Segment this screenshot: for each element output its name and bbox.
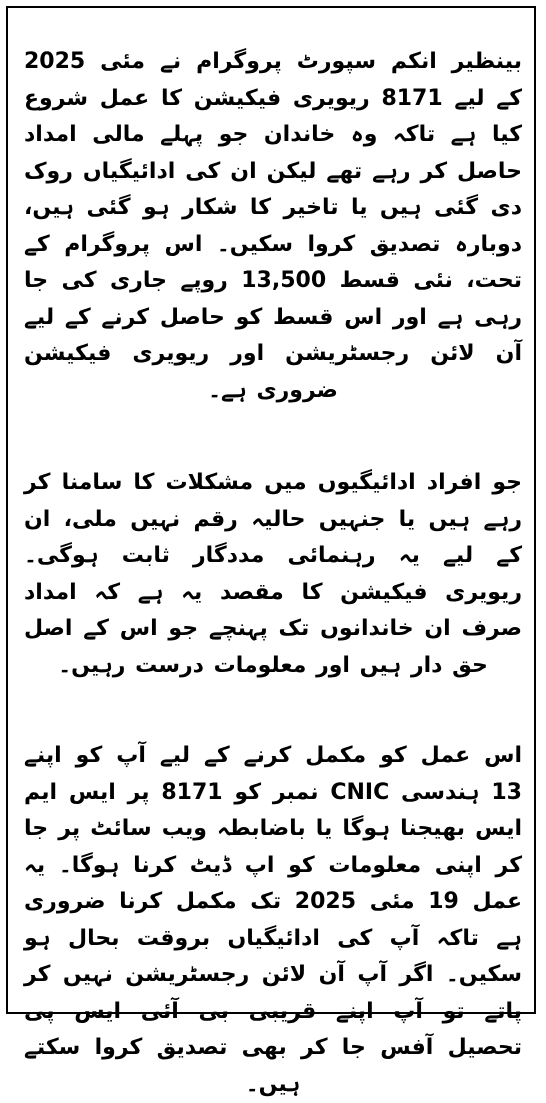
paragraph-procedure: اس عمل کو مکمل کرنے کے لیے آپ کو اپنے 13 ہندسی CNIC نمبر کو 8171 پر ایس ایم ایس بھیجنا ہوگا یا باضابطہ ویب سائٹ پر جا کر اپنی معلومات کو اپ ڈیٹ کرنا ہوگا۔ یہ عمل 19 مئی 2025 تک مکمل کرنا ضروری ہے تاکہ آپ کی ادائیگیاں بروقت بحال ہو سکیں۔ اگر آپ آن لائن رجسٹریشن نہیں کر پاتے تو آپ اپنے قریبی بی آئی ایس پی تحصیل آفس جا کر بھی تصدیق کروا سکتے ہیں۔ [24, 743, 522, 1097]
paragraph-intro: بینظیر انکم سپورٹ پروگرام نے مئی 2025 کے لیے 8171 ریویری فیکیشن کا عمل شروع کیا ہے تاکہ وہ خاندان جو پہلے مالی امداد حاصل کر رہے تھے لیکن ان کی ادائیگیاں روک دی گئی ہیں یا تاخیر کا شکار ہو گئی ہیں، دوبارہ تصدیق کروا سکیں۔ اس پروگرام کے تحت، نئی قسط 13,500 روپے جاری کی جا رہی ہے اور اس قسط کو حاصل کرنے کے لیے آن لائن رجسٹریشن اور ریویری فیکیشن ضروری ہے۔ [24, 49, 522, 403]
article-body [24, 44, 522, 1103]
paragraph-guidance: جو افراد ادائیگیوں میں مشکلات کا سامنا کر رہے ہیں یا جنہیں حالیہ رقم نہیں ملی، ان کے لیے یہ رہنمائی مددگار ثابت ہوگی۔ ریویری فیکیشن کا مقصد یہ ہے کہ امداد صرف ان خاندانوں تک پہنچے جو اس کے اصل حق دار ہیں اور معلومات درست رہیں۔ [24, 470, 522, 678]
